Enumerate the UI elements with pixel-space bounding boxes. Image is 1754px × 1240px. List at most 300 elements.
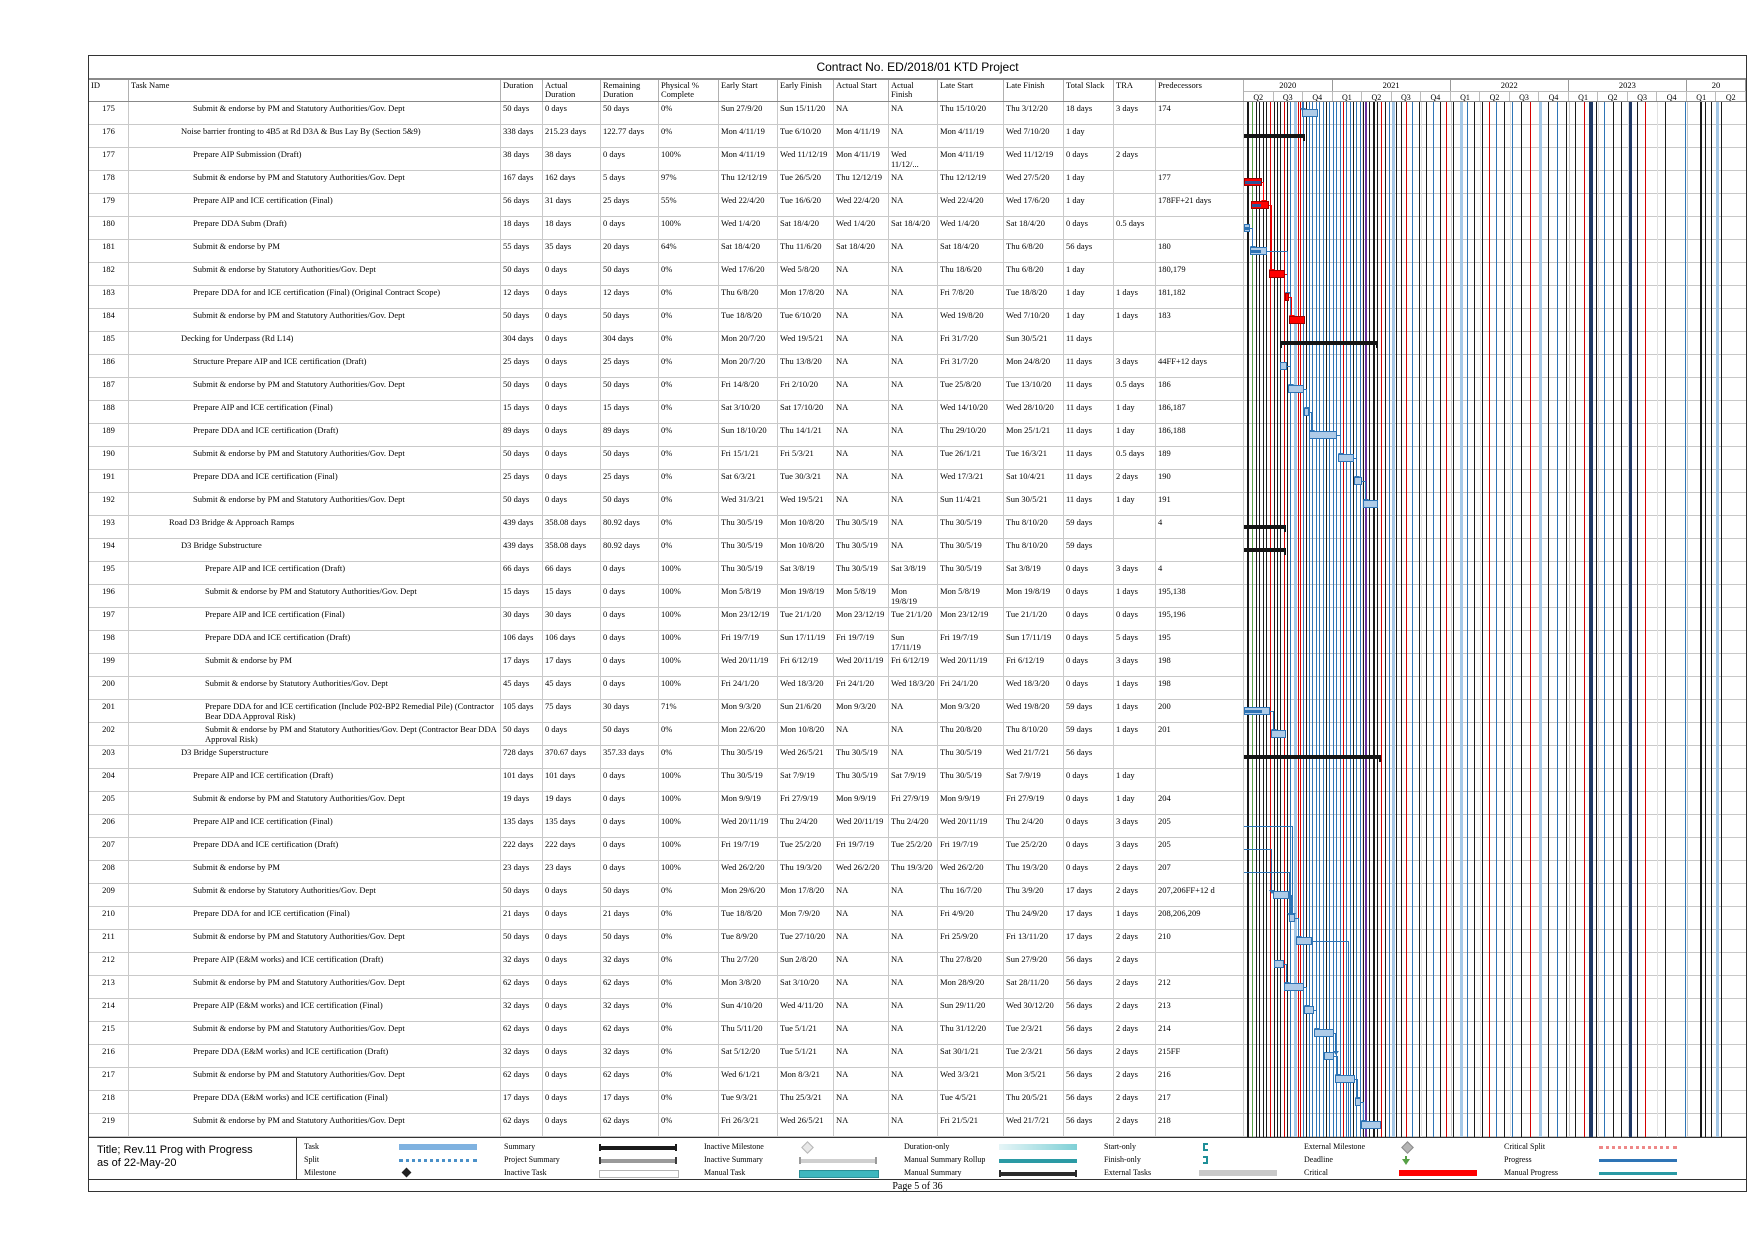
cell-es: Fri 19/7/19 <box>719 631 778 654</box>
deadline-swatch <box>1399 1155 1479 1165</box>
cell-ls: Wed 22/4/20 <box>938 194 1004 217</box>
legend-item <box>1504 1166 1702 1180</box>
cell-af: NA <box>889 723 938 746</box>
link-vline <box>1489 102 1490 1137</box>
cell-af: Mon 19/8/19 <box>889 585 938 608</box>
cell-ef: Sat 7/9/19 <box>778 769 834 792</box>
cell-ad: 0 days <box>543 263 601 286</box>
cell-ef: Sat 18/4/20 <box>778 217 834 240</box>
gantt-bar-task[interactable] <box>1244 224 1250 232</box>
link-vline <box>1333 102 1334 1137</box>
cell-as: Wed 20/11/19 <box>834 654 889 677</box>
cell-d: 89 days <box>501 424 543 447</box>
cell-rd: 50 days <box>601 930 659 953</box>
cell-as: Wed 1/4/20 <box>834 217 889 240</box>
gantt-bar-task[interactable] <box>1296 937 1312 945</box>
cell-tra: 3 days <box>1114 815 1156 838</box>
cell-pc: 0% <box>659 1091 719 1114</box>
cell-ad: 0 days <box>543 930 601 953</box>
cell-ef: Sat 17/10/20 <box>778 401 834 424</box>
cell-ef: Tue 21/1/20 <box>778 608 834 631</box>
cell-name: Road D3 Bridge & Approach Ramps <box>129 516 501 539</box>
cell-es: Tue 8/9/20 <box>719 930 778 953</box>
link-vline <box>1566 102 1567 1137</box>
cell-ad: 75 days <box>543 700 601 723</box>
cell-af: Sat 18/4/20 <box>889 217 938 240</box>
cell-es: Sat 3/10/20 <box>719 401 778 424</box>
cell-pr: 186,187 <box>1156 401 1244 424</box>
link-line <box>1357 1079 1358 1098</box>
cell-lf: Mon 24/8/20 <box>1004 355 1064 378</box>
legend-group <box>504 1138 702 1179</box>
cell-lf: Tue 21/1/20 <box>1004 608 1064 631</box>
cell-ls: Mon 4/11/19 <box>938 125 1004 148</box>
cell-es: Fri 15/1/21 <box>719 447 778 470</box>
cell-tra: 1 days <box>1114 677 1156 700</box>
cell-rd: 62 days <box>601 1068 659 1091</box>
cell-ef: Tue 27/10/20 <box>778 930 834 953</box>
cell-rd: 50 days <box>601 263 659 286</box>
cell-ts: 56 days <box>1064 1091 1114 1114</box>
gantt-bar-summary[interactable] <box>1244 134 1305 138</box>
column-header-name: Task Name <box>129 80 501 101</box>
cell-name: Prepare AIP and ICE certification (Final) <box>129 401 501 424</box>
cell-ad: 0 days <box>543 976 601 999</box>
cell-ls: Fri 31/7/20 <box>938 355 1004 378</box>
cell-tra <box>1114 194 1156 217</box>
link-line <box>1289 872 1290 914</box>
link-vline <box>1504 102 1505 1137</box>
deadline-shape <box>1402 1159 1410 1165</box>
cell-ts: 11 days <box>1064 424 1114 447</box>
gantt-bar-task[interactable] <box>1284 983 1304 991</box>
cell-d: 17 days <box>501 1091 543 1114</box>
cell-rd: 89 days <box>601 424 659 447</box>
project-summary-shape <box>675 1157 677 1164</box>
cell-as: Mon 23/12/19 <box>834 608 889 631</box>
cell-rd: 0 days <box>601 585 659 608</box>
link-line <box>1311 412 1312 431</box>
link-vline <box>1256 102 1257 1137</box>
gantt-bar-task[interactable] <box>1271 730 1286 738</box>
cell-lf: Thu 19/3/20 <box>1004 861 1064 884</box>
duration-only-shape <box>999 1144 1077 1150</box>
cell-id: 203 <box>89 746 129 769</box>
cell-tra <box>1114 125 1156 148</box>
cell-rd: 0 days <box>601 148 659 171</box>
external-tasks-swatch <box>1199 1168 1279 1178</box>
cell-af: NA <box>889 539 938 562</box>
gantt-bar-task[interactable] <box>1280 362 1287 370</box>
cell-rd: 0 days <box>601 654 659 677</box>
cell-id: 178 <box>89 171 129 194</box>
timeline-quarter: Q2 <box>1244 91 1274 101</box>
link-line <box>1287 251 1288 293</box>
cell-d: 62 days <box>501 1068 543 1091</box>
gantt-bar-task[interactable] <box>1335 1075 1355 1083</box>
cell-ad: 135 days <box>543 815 601 838</box>
gantt-bar-summary[interactable] <box>1244 525 1286 529</box>
gantt-bar-progress <box>1245 710 1262 713</box>
external-milestone-swatch <box>1399 1142 1479 1152</box>
gantt-bar-critical[interactable] <box>1285 293 1289 301</box>
gantt-bar-task[interactable] <box>1289 914 1295 922</box>
gantt-bar-summary[interactable] <box>1244 755 1381 759</box>
cell-af: Sat 3/8/19 <box>889 562 938 585</box>
cell-ts: 1 day <box>1064 263 1114 286</box>
cell-pc: 0% <box>659 309 719 332</box>
cell-pc: 0% <box>659 723 719 746</box>
link-vline <box>1312 102 1313 1137</box>
cell-ts: 11 days <box>1064 470 1114 493</box>
cell-pc: 0% <box>659 470 719 493</box>
cell-pc: 0% <box>659 884 719 907</box>
legend-item-label: Manual Summary <box>904 1168 962 1177</box>
cell-d: 38 days <box>501 148 543 171</box>
gantt-chart-area <box>1244 102 1746 1137</box>
link-vline <box>1336 102 1337 1137</box>
column-header-id: ID <box>89 80 129 101</box>
link-line <box>1306 987 1307 1006</box>
cell-d: 50 days <box>501 378 543 401</box>
cell-id: 175 <box>89 102 129 125</box>
cell-ts: 17 days <box>1064 907 1114 930</box>
gantt-bar-task[interactable] <box>1324 1052 1334 1060</box>
cell-lf: Sun 30/5/21 <box>1004 332 1064 355</box>
progress-shape <box>1599 1159 1677 1162</box>
gantt-bar-task[interactable] <box>1274 960 1284 968</box>
cell-as: Mon 4/11/19 <box>834 125 889 148</box>
cell-name: Submit & endorse by PM and Statutory Authorities/Gov. Dept <box>129 1068 501 1091</box>
cell-pc: 100% <box>659 562 719 585</box>
gantt-bar-task[interactable] <box>1354 477 1362 485</box>
cell-rd: 50 days <box>601 447 659 470</box>
cell-ls: Wed 14/10/20 <box>938 401 1004 424</box>
cell-ef: Wed 11/12/19 <box>778 148 834 171</box>
cell-d: 15 days <box>501 585 543 608</box>
cell-tra: 1 day <box>1114 401 1156 424</box>
gantt-bar-task[interactable] <box>1304 408 1309 416</box>
cell-lf: Sat 3/8/19 <box>1004 562 1064 585</box>
cell-id: 201 <box>89 700 129 723</box>
legend-item-label: Inactive Milestone <box>704 1142 764 1151</box>
cell-ls: Sun 29/11/20 <box>938 999 1004 1022</box>
cell-ls: Wed 20/11/19 <box>938 654 1004 677</box>
column-header-ts: Total Slack <box>1064 80 1114 101</box>
cell-d: 25 days <box>501 470 543 493</box>
cell-pr: 212 <box>1156 976 1244 999</box>
cell-ef: Mon 19/8/19 <box>778 585 834 608</box>
legend-item <box>304 1166 502 1180</box>
cell-pc: 0% <box>659 539 719 562</box>
cell-name: Prepare DDA and ICE certification (Final) <box>129 470 501 493</box>
cell-tra: 1 days <box>1114 309 1156 332</box>
cell-as: NA <box>834 1114 889 1137</box>
cell-es: Sun 4/10/20 <box>719 999 778 1022</box>
cell-af: NA <box>889 263 938 286</box>
legend-item-label: Manual Summary Rollup <box>904 1155 986 1164</box>
cell-es: Tue 18/8/20 <box>719 907 778 930</box>
cell-ad: 222 days <box>543 838 601 861</box>
cell-pc: 100% <box>659 654 719 677</box>
cell-as: NA <box>834 884 889 907</box>
link-line <box>1337 1056 1338 1075</box>
gantt-bar-task[interactable] <box>1273 891 1289 899</box>
cell-ts: 11 days <box>1064 332 1114 355</box>
cell-es: Tue 18/8/20 <box>719 309 778 332</box>
cell-ad: 0 days <box>543 999 601 1022</box>
gantt-bar-summary[interactable] <box>1280 341 1378 345</box>
cell-rd: 80.92 days <box>601 539 659 562</box>
column-header-es: Early Start <box>719 80 778 101</box>
cell-d: 25 days <box>501 355 543 378</box>
cell-pr: 214 <box>1156 1022 1244 1045</box>
cell-ad: 0 days <box>543 447 601 470</box>
cell-es: Wed 6/1/21 <box>719 1068 778 1091</box>
cell-id: 213 <box>89 976 129 999</box>
gantt-bar-summary[interactable] <box>1244 548 1286 552</box>
cell-lf: Tue 18/8/20 <box>1004 286 1064 309</box>
cell-pr: 208,206,209 <box>1156 907 1244 930</box>
cell-es: Thu 30/5/19 <box>719 746 778 769</box>
cell-af: NA <box>889 884 938 907</box>
cell-name: D3 Bridge Superstructure <box>129 746 501 769</box>
milestone-shape <box>402 1168 412 1178</box>
inactive-task-swatch <box>599 1168 679 1178</box>
cell-rd: 0 days <box>601 677 659 700</box>
cell-ad: 31 days <box>543 194 601 217</box>
gantt-bar-critical[interactable] <box>1251 201 1269 209</box>
timeline-quarter: Q2 <box>1716 91 1746 101</box>
cell-lf: Tue 25/2/20 <box>1004 838 1064 861</box>
cell-pr: 213 <box>1156 999 1244 1022</box>
cell-af: NA <box>889 240 938 263</box>
cell-ts: 1 day <box>1064 171 1114 194</box>
cell-ls: Thu 15/10/20 <box>938 102 1004 125</box>
cell-pc: 100% <box>659 838 719 861</box>
cell-ad: 0 days <box>543 953 601 976</box>
link-vline <box>1373 102 1375 1137</box>
cell-lf: Sat 18/4/20 <box>1004 217 1064 240</box>
cell-ef: Mon 8/3/21 <box>778 1068 834 1091</box>
cell-pr <box>1156 539 1244 562</box>
cell-d: 62 days <box>501 1022 543 1045</box>
cell-id: 196 <box>89 585 129 608</box>
cell-tra: 0 days <box>1114 608 1156 631</box>
gantt-bar-task[interactable] <box>1314 1029 1334 1037</box>
cell-d: 15 days <box>501 401 543 424</box>
link-vline <box>1482 102 1483 1137</box>
cell-id: 210 <box>89 907 129 930</box>
timeline-quarter: Q1 <box>1687 91 1717 101</box>
gantt-bar-task[interactable] <box>1309 431 1337 439</box>
gantt-bar-task[interactable] <box>1355 1098 1361 1106</box>
cell-af: NA <box>889 493 938 516</box>
link-line <box>1244 849 1271 850</box>
link-vline <box>1300 102 1301 1137</box>
cell-rd: 17 days <box>601 1091 659 1114</box>
cell-name: Prepare AIP (E&M works) and ICE certification (Final) <box>129 999 501 1022</box>
cell-ls: Fri 25/9/20 <box>938 930 1004 953</box>
timeline-year: 2022 <box>1451 80 1569 91</box>
cell-af: NA <box>889 516 938 539</box>
link-vline <box>1521 102 1522 1137</box>
cell-id: 180 <box>89 217 129 240</box>
finish-only-swatch <box>1199 1155 1279 1165</box>
cell-id: 179 <box>89 194 129 217</box>
cell-af: Tue 21/1/20 <box>889 608 938 631</box>
cell-af: Sun 17/11/19 <box>889 631 938 654</box>
cell-lf: Thu 8/10/20 <box>1004 539 1064 562</box>
cell-lf: Sun 30/5/21 <box>1004 493 1064 516</box>
cell-ef: Thu 19/3/20 <box>778 861 834 884</box>
cell-af: Wed 18/3/20 <box>889 677 938 700</box>
gantt-bar-task[interactable] <box>1361 1121 1381 1129</box>
cell-af: NA <box>889 125 938 148</box>
cell-rd: 50 days <box>601 723 659 746</box>
link-vline <box>1369 102 1370 1137</box>
cell-name: Submit & endorse by PM <box>129 240 501 263</box>
cell-ts: 0 days <box>1064 148 1114 171</box>
cell-pc: 97% <box>659 171 719 194</box>
link-vline <box>1685 102 1686 1137</box>
cell-d: 105 days <box>501 700 543 723</box>
project-title: Contract No. ED/2018/01 KTD Project <box>816 60 1019 74</box>
link-vline <box>1303 102 1304 1137</box>
cell-rd: 21 days <box>601 907 659 930</box>
cell-ad: 101 days <box>543 769 601 792</box>
summary-shape <box>599 1146 677 1150</box>
gantt-bar-critical[interactable] <box>1269 270 1285 278</box>
cell-rd: 0 days <box>601 838 659 861</box>
cell-es: Fri 24/1/20 <box>719 677 778 700</box>
cell-lf: Wed 30/12/20 <box>1004 999 1064 1022</box>
cell-ef: Wed 26/5/21 <box>778 1114 834 1137</box>
cell-lf: Wed 18/3/20 <box>1004 677 1064 700</box>
cell-as: NA <box>834 493 889 516</box>
cell-d: 50 days <box>501 447 543 470</box>
legend-item <box>704 1140 902 1154</box>
link-line <box>1244 872 1289 873</box>
timeline-quarter: Q3 <box>1628 91 1658 101</box>
gantt-bar-task[interactable] <box>1288 385 1304 393</box>
cell-id: 217 <box>89 1068 129 1091</box>
cell-af: NA <box>889 1022 938 1045</box>
cell-pc: 64% <box>659 240 719 263</box>
cell-ad: 0 days <box>543 309 601 332</box>
gantt-bar-task[interactable] <box>1250 247 1267 255</box>
cell-pc: 100% <box>659 677 719 700</box>
cell-d: 167 days <box>501 171 543 194</box>
cell-lf: Fri 6/12/19 <box>1004 654 1064 677</box>
timeline-quarter: Q4 <box>1657 91 1687 101</box>
legend-item <box>1304 1153 1502 1167</box>
summary-end-tick <box>1284 525 1286 532</box>
cell-es: Mon 5/8/19 <box>719 585 778 608</box>
legend-item <box>504 1140 702 1154</box>
cell-id: 208 <box>89 861 129 884</box>
cell-tra <box>1114 240 1156 263</box>
gantt-bar-task[interactable] <box>1244 707 1270 715</box>
column-header-lf: Late Finish <box>1004 80 1064 101</box>
cell-id: 190 <box>89 447 129 470</box>
cell-pc: 100% <box>659 861 719 884</box>
gantt-bar-task[interactable] <box>1302 109 1318 117</box>
cell-as: NA <box>834 263 889 286</box>
cell-lf: Wed 21/7/21 <box>1004 1114 1064 1137</box>
cell-as: NA <box>834 1091 889 1114</box>
quarter-gridline <box>1451 102 1452 1137</box>
cell-tra: 0.5 days <box>1114 378 1156 401</box>
cell-af: NA <box>889 1068 938 1091</box>
timeline-year: 2023 <box>1569 80 1687 91</box>
cell-d: 338 days <box>501 125 543 148</box>
cell-rd: 32 days <box>601 953 659 976</box>
cell-ad: 0 days <box>543 1022 601 1045</box>
cell-rd: 12 days <box>601 286 659 309</box>
cell-es: Thu 6/8/20 <box>719 286 778 309</box>
link-vline <box>1496 102 1497 1137</box>
cell-name: Submit & endorse by PM and Statutory Authorities/Gov. Dept <box>129 378 501 401</box>
gantt-bar-critical[interactable] <box>1244 178 1262 186</box>
column-header-af: Actual Finish <box>889 80 938 101</box>
cell-d: 728 days <box>501 746 543 769</box>
link-line <box>1286 964 1287 983</box>
cell-ts: 1 day <box>1064 194 1114 217</box>
cell-d: 50 days <box>501 723 543 746</box>
cell-ef: Fri 6/12/19 <box>778 654 834 677</box>
table-header-row <box>89 78 1746 102</box>
cell-ef: Tue 6/10/20 <box>778 309 834 332</box>
cell-rd: 30 days <box>601 700 659 723</box>
cell-ad: 0 days <box>543 1114 601 1137</box>
cell-d: 32 days <box>501 1045 543 1068</box>
cell-pr: 189 <box>1156 447 1244 470</box>
cell-lf: Thu 20/5/21 <box>1004 1091 1064 1114</box>
cell-pr: 205 <box>1156 815 1244 838</box>
cell-pc: 0% <box>659 999 719 1022</box>
cell-es: Tue 9/3/21 <box>719 1091 778 1114</box>
cell-pr: 181,182 <box>1156 286 1244 309</box>
cell-rd: 20 days <box>601 240 659 263</box>
cell-d: 19 days <box>501 792 543 815</box>
cell-name: Submit & endorse by PM and Statutory Authorities/Gov. Dept <box>129 1114 501 1137</box>
gantt-bar-task[interactable] <box>1363 500 1378 508</box>
cell-ef: Mon 17/8/20 <box>778 884 834 907</box>
link-line <box>1348 941 1349 1137</box>
cell-ls: Fri 21/5/21 <box>938 1114 1004 1137</box>
gantt-bar-critical[interactable] <box>1289 316 1305 324</box>
cell-ts: 0 days <box>1064 815 1114 838</box>
cell-rd: 50 days <box>601 309 659 332</box>
cell-ts: 17 days <box>1064 884 1114 907</box>
legend-item-label: Milestone <box>304 1168 336 1177</box>
cell-id: 198 <box>89 631 129 654</box>
legend-item-label: Manual Progress <box>1504 1168 1558 1177</box>
link-vline <box>1440 102 1441 1137</box>
cell-ts: 0 days <box>1064 654 1114 677</box>
cell-pr: 186 <box>1156 378 1244 401</box>
cell-pr: 183 <box>1156 309 1244 332</box>
cell-ls: Fri 4/9/20 <box>938 907 1004 930</box>
cell-ef: Wed 18/3/20 <box>778 677 834 700</box>
gantt-bar-task[interactable] <box>1304 1006 1314 1014</box>
column-header-tra: TRA <box>1114 80 1156 101</box>
cell-rd: 25 days <box>601 470 659 493</box>
gantt-bar-task[interactable] <box>1338 454 1354 462</box>
summary-shape <box>599 1144 601 1151</box>
cell-ef: Sat 3/8/19 <box>778 562 834 585</box>
